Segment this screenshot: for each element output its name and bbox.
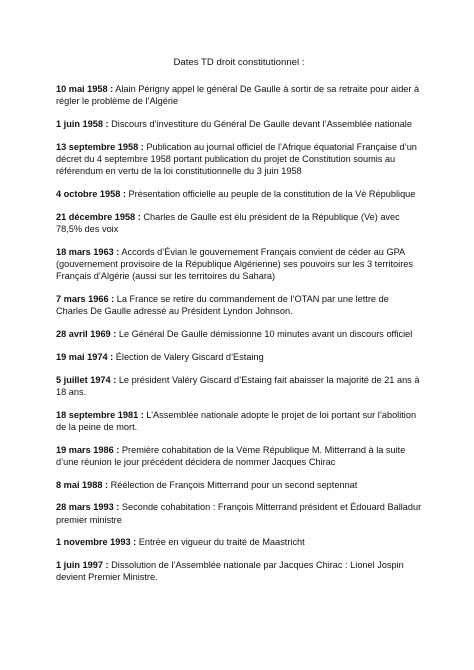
entry-text: Réélection de François Mitterrand pour un second septennat	[108, 479, 358, 490]
timeline-entry	[56, 351, 422, 363]
entry-text: La France se retire du commandement de l’OTAN par une lettre de Charles De Gaulle adressé au Président Lyndon Johnson.	[56, 294, 389, 317]
entry-date: 7 mars 1966 :	[56, 294, 115, 304]
entry-date: 5 juillet 1974 :	[56, 374, 117, 385]
entry-text: Accords d’Évian le gouvernement Français convient de céder au GPA (gouvernement provisoire de la République Algérienne) ses pouvoirs sur les 3 territoires Français d’Algérie (aussi sur les territoires du Sahara)	[56, 246, 413, 282]
timeline-entry	[56, 444, 422, 468]
entry-text: Charles de Gaulle est élu président de la République (Ve) avec 78,5% des voix	[56, 211, 400, 234]
entry-text: Première cohabitation de la Vème République M. Mitterrand à la suite d’une réunion le jour précédent décidera de nommer Jacques Chirac	[56, 444, 406, 467]
entry-text: Présentation officielle au peuple de la constitution de la Vè République	[125, 189, 416, 199]
entry-date: 1 juin 1997 :	[56, 560, 109, 571]
timeline-entry	[56, 328, 422, 340]
timeline-entry	[56, 118, 422, 130]
entry-date: 1 novembre 1993 :	[56, 537, 137, 548]
timeline-entry	[56, 559, 422, 583]
timeline-entry	[56, 409, 422, 433]
timeline-list	[56, 83, 422, 584]
entry-text: L’Assemblée nationale adopte le projet de loi portant sur l’abolition de la peine de mort.	[56, 409, 417, 432]
entry-date: 21 décembre 1958 :	[56, 211, 141, 222]
entry-date: 4 octobre 1958 :	[56, 189, 126, 199]
document-title: Dates TD droit constitutionnel :	[173, 57, 305, 68]
entry-date: 18 septembre 1981 :	[56, 409, 144, 420]
timeline-entry	[56, 479, 422, 491]
entry-date: 19 mars 1986 :	[56, 444, 120, 455]
entry-date: 28 avril 1969 :	[56, 329, 117, 339]
timeline-entry	[56, 536, 422, 548]
entry-text: Publication au journal officiel de l’Afrique équatorial Française d’un décret du 4 septembre 1958 portant publication du projet de Constitution soumis au référendum en vertu de la loi constitutionnelle du 3 juin 1958	[56, 141, 417, 177]
entry-date: 13 septembre 1958 :	[56, 141, 144, 152]
timeline-entry	[56, 83, 422, 107]
entry-text: Entrée en vigueur du traité de Maastricht	[136, 537, 305, 548]
entry-date: 18 mars 1963 :	[56, 246, 120, 257]
entry-text: Seconde cohabitation : François Mitterrand président et Édouard Balladur premier ministre	[56, 502, 422, 525]
entry-text: Discours d’investiture du Général De Gaulle devant l’Assemblée nationale	[108, 119, 412, 129]
entry-date: 10 mai 1958 :	[56, 84, 114, 94]
timeline-entry	[56, 188, 422, 200]
entry-text: Dissolution de l’Assemblée nationale par Jacques Chirac : Lionel Jospin devient Premier Ministre.	[56, 560, 404, 583]
timeline-entry	[56, 141, 422, 178]
timeline-entry	[56, 246, 422, 283]
entry-text: Le Général De Gaulle démissionne 10 minutes avant un discours officiel	[116, 329, 413, 339]
timeline-entry	[56, 211, 422, 235]
entry-date: 1 juin 1958 :	[56, 119, 109, 129]
timeline-entry	[56, 293, 422, 317]
entry-date: 8 mai 1988 :	[56, 479, 109, 490]
timeline-entry	[56, 374, 422, 398]
entry-text: Le président Valéry Giscard d’Estaing fait abaisser la majorité de 21 ans à 18 ans.	[56, 374, 420, 397]
entry-text: Élection de Valery Giscard d’Estaing	[113, 351, 264, 362]
entry-date: 28 mars 1993 :	[56, 502, 120, 513]
entry-text: Alain Périgny appel le général De Gaulle à sortir de sa retraite pour aider à régler le problème de l’Algérie	[56, 84, 420, 107]
entry-date: 19 mai 1974 :	[56, 351, 114, 362]
timeline-entry	[56, 501, 422, 525]
